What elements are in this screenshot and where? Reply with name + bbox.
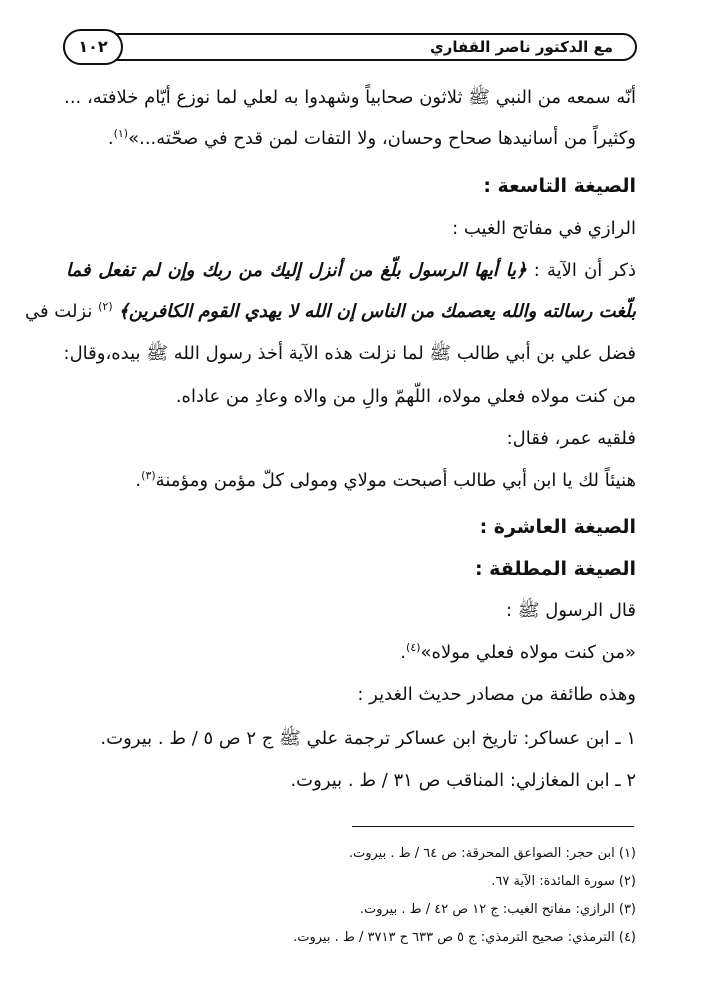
footnote-ref-4: (٤) <box>406 641 421 654</box>
body-line-5-text: نزلت في <box>24 301 93 322</box>
footnote-ref-1: (١) <box>113 127 129 140</box>
body-line-5 <box>24 299 636 325</box>
running-header <box>63 33 637 61</box>
page-number: ١٠٢ <box>63 29 123 65</box>
footnote-1: (١) ابن حجر: الصواعق المحرقة: ص ٦٤ / ط . بيروت. <box>348 846 636 861</box>
body-line-11-end: . <box>400 642 407 663</box>
footnote-divider <box>352 826 634 827</box>
footnote-ref-2: (٢) <box>98 300 113 313</box>
body-line-11 <box>400 640 636 666</box>
section-heading-ninth: الصيغة التاسعة : <box>483 175 636 197</box>
body-line-2-text: وكثيراً من أسانيدها صحاح وحسان، ولا التفات لمن قدح في صحّته...» <box>128 128 636 149</box>
footnote-2: (٢) سورة المائدة: الآية ٦٧. <box>491 874 636 889</box>
body-line-7: من كنت مولاه فعلي مولاه، اللّهمّ والِ من والاه وعادِ من عاداه. <box>175 386 636 407</box>
body-line-6: فضل علي بن أبي طالب ﷺ لما نزلت هذه الآية أخذ رسول الله ﷺ بيده،وقال: <box>63 343 636 364</box>
source-item-2: ٢ ـ ابن المغازلي: المناقب ص ٣١ / ط . بيروت. <box>290 770 636 791</box>
section-heading-tenth: الصيغة العاشرة : <box>479 516 636 538</box>
source-item-1: ١ ـ ابن عساكر: تاريخ ابن عساكر ترجمة علي ﷺ ج ٢ ص ٥ / ط . بيروت. <box>100 728 636 749</box>
header-title: مع الدكتور ناصر القفاري <box>430 38 613 56</box>
body-line-1: أنّه سمعه من النبي ﷺ ثلاثون صحابياً وشهدوا به لعلي لما نوزع أيّام خلافته، ... <box>64 87 636 108</box>
footnote-4: (٤) الترمذي: صحيح الترمذي: ج ٥ ص ٦٣٣ ح ٣٧١٣ / ط . بيروت. <box>293 930 636 945</box>
body-line-8: فلقيه عمر، فقال: <box>506 428 636 449</box>
body-line-11-text: «من كنت مولاه فعلي مولاه» <box>420 642 636 663</box>
body-line-9-text: هنيئاً لك يا ابن أبي طالب أصبحت مولاي ومولى كلّ مؤمن ومؤمنة <box>155 470 636 491</box>
quran-quote-end: بلّغت رسالته والله يعصمك من الناس إن الله لا يهدي القوم الكافرين﴾ <box>118 301 636 322</box>
body-line-12: وهذه طائفة من مصادر حديث الغدير : <box>357 684 636 705</box>
body-line-3: الرازي في مفاتح الغيب : <box>452 218 636 239</box>
body-line-9-end: . <box>135 470 142 491</box>
body-line-4-text: ذكر أن الآية : <box>533 260 636 281</box>
footnote-ref-3: (٣) <box>141 469 156 482</box>
body-line-10: قال الرسول ﷺ : <box>505 600 636 621</box>
quran-quote-start: ﴿يا أيها الرسول بلّغ من أنزل إليك من ربك وإن لم تفعل فما <box>66 260 527 281</box>
body-line-4 <box>66 258 636 284</box>
footnote-3: (٣) الرازي: مفاتح الغيب: ج ١٢ ص ٤٢ / ط . بيروت. <box>359 902 636 917</box>
body-line-2-end: . <box>107 128 114 149</box>
body-line-2 <box>108 126 636 152</box>
section-heading-absolute: الصيغة المطلقة : <box>474 558 636 580</box>
body-line-9 <box>135 468 636 494</box>
